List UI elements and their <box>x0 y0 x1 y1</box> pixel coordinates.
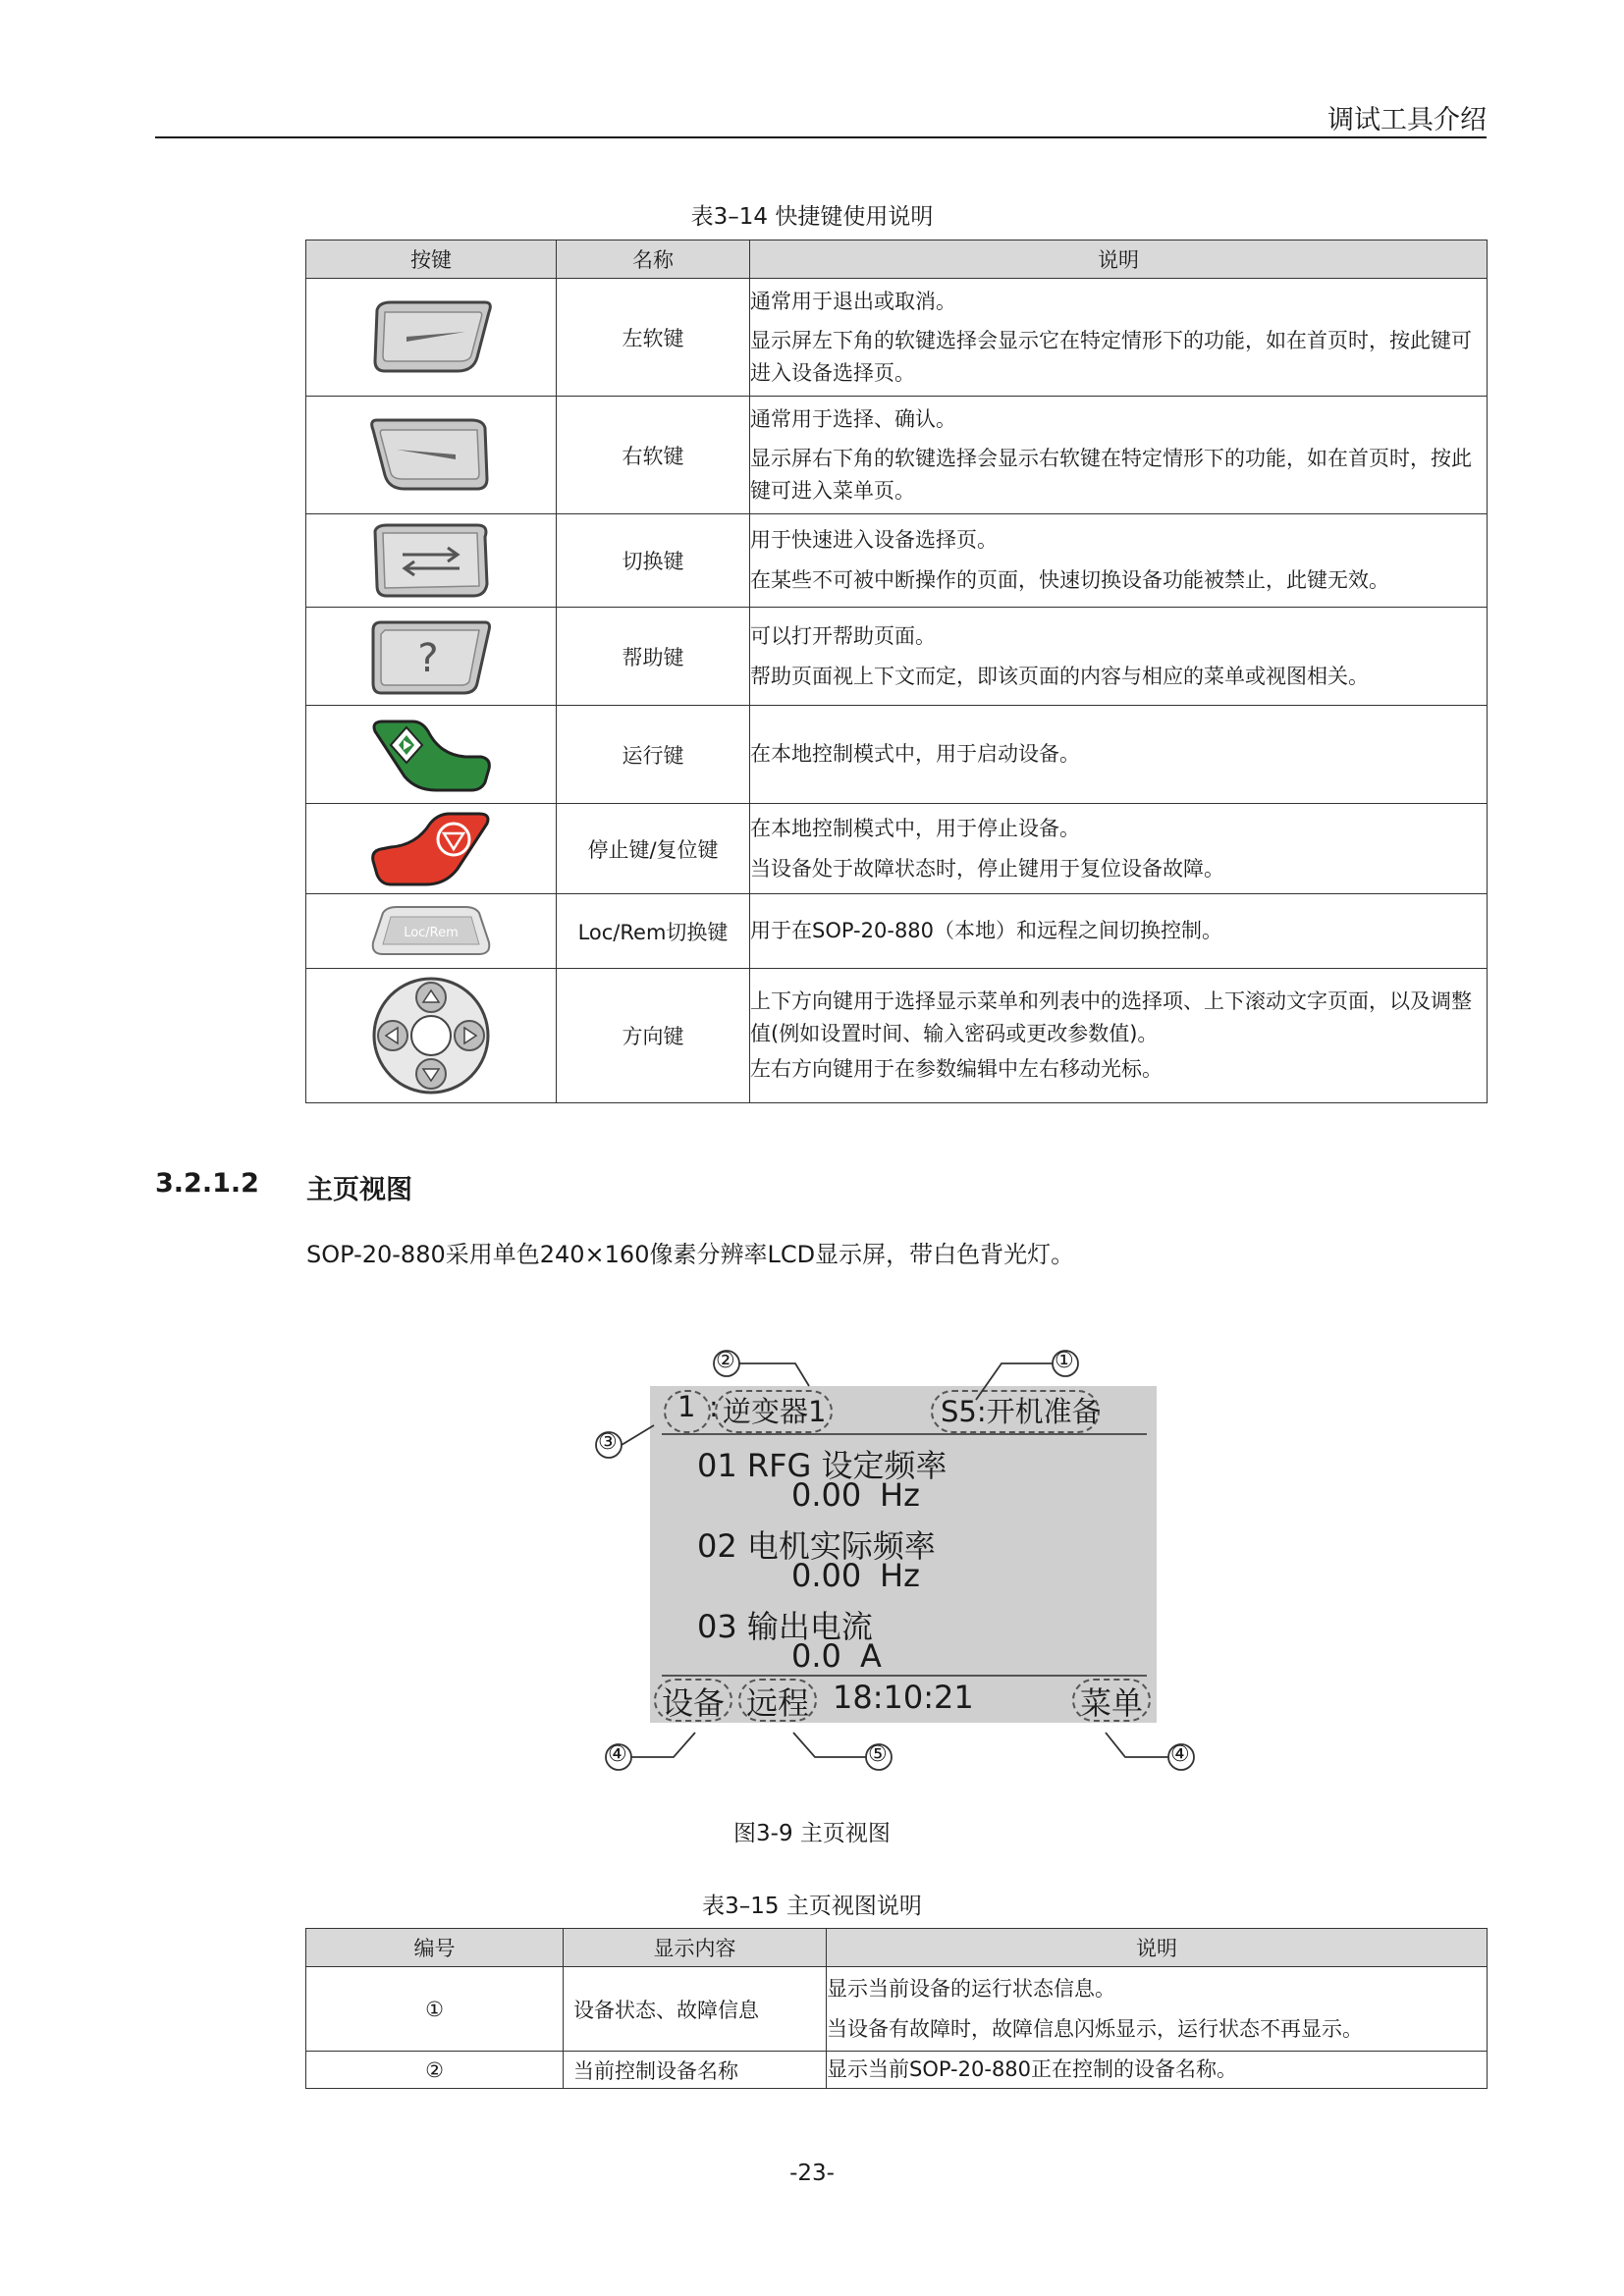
row-content: 设备状态、故障信息 <box>564 1967 827 2052</box>
desc-line: 通常用于选择、确认。 <box>750 406 956 431</box>
table-header-row <box>306 1929 1488 1967</box>
loc-rem-icon-label: Loc/Rem <box>404 925 459 940</box>
desc-line: 上下方向键用于选择显示菜单和列表中的选择项、上下滚动文字页面，以及调整值(例如设置时间、输入密码或更改参数值)。 <box>750 989 1472 1045</box>
callout-label: ② <box>716 1349 735 1373</box>
desc-line: 在某些不可被中断操作的页面，快速切换设备功能被禁止，此键无效。 <box>750 568 1389 592</box>
param-value: 0.0 <box>791 1637 841 1675</box>
key-name: 帮助键 <box>557 608 750 706</box>
device-separator: : <box>709 1390 719 1423</box>
device-index: 1 <box>677 1390 696 1423</box>
switch-key-icon <box>367 521 495 600</box>
stop-reset-key-icon <box>367 810 495 888</box>
page-number: -23- <box>789 2161 835 2186</box>
header-num: 编号 <box>306 1929 564 1967</box>
home-view-table <box>305 1928 1488 2089</box>
callout-leader <box>622 1425 654 1445</box>
softkey-right-label: 菜单 <box>1080 1684 1144 1722</box>
table-row <box>306 804 1488 894</box>
callout-label: ③ <box>598 1430 618 1455</box>
param-unit: Hz <box>880 1557 920 1594</box>
softkey-left-label: 设备 <box>662 1684 726 1722</box>
loc-rem-key-icon <box>367 903 495 960</box>
callout-leader <box>739 1363 809 1386</box>
callout-lines <box>579 1335 1208 1777</box>
callout-leader <box>793 1733 866 1757</box>
desc-line: 用于在SOP-20-880（本地）和远程之间切换控制。 <box>750 919 1223 943</box>
desc-line: 左右方向键用于在参数编辑中左右移动光标。 <box>750 1057 1163 1082</box>
key-name: 切换键 <box>557 514 750 608</box>
clock-time: 18:10:21 <box>833 1679 974 1716</box>
param-value: 0.00 <box>791 1476 862 1514</box>
desc-line: 显示屏左下角的软键选择会显示它在特定情形下的功能，如在首页时，按此键可进入设备选择页。 <box>750 329 1472 385</box>
control-mode: 远程 <box>746 1684 810 1722</box>
desc-line: 通常用于退出或取消。 <box>750 289 956 313</box>
table-row <box>306 969 1488 1103</box>
run-key-icon <box>367 716 495 794</box>
desc-line: 当设备有故障时，故障信息闪烁显示，运行状态不再显示。 <box>827 2016 1363 2041</box>
desc-line: 在本地控制模式中，用于停止设备。 <box>750 816 1080 840</box>
desc-line: 显示当前SOP-20-880正在控制的设备名称。 <box>827 2057 1238 2082</box>
table-row <box>306 397 1488 514</box>
header-key: 按键 <box>306 240 557 279</box>
key-name: 停止键/复位键 <box>557 804 750 894</box>
row-num: ② <box>306 2052 564 2089</box>
section-number: 3.2.1.2 <box>155 1168 259 1199</box>
desc-line: 用于快速进入设备选择页。 <box>750 528 998 553</box>
param-unit: Hz <box>880 1476 920 1514</box>
table-row <box>306 514 1488 608</box>
right-softkey-icon <box>367 416 495 495</box>
callout-leader <box>1106 1733 1168 1757</box>
param-unit: A <box>860 1637 882 1675</box>
callout-label: ① <box>1055 1349 1074 1373</box>
table1-caption: 表3–14 快捷键使用说明 <box>690 204 934 230</box>
desc-line: 在本地控制模式中，用于启动设备。 <box>750 742 1080 767</box>
param-value: 0.00 <box>791 1557 862 1594</box>
device-name: 逆变器1 <box>723 1395 827 1428</box>
desc-line: 帮助页面视上下文而定，即该页面的内容与相应的菜单或视图相关。 <box>750 664 1369 688</box>
callout-label: ⑤ <box>868 1742 888 1767</box>
table-row <box>306 279 1488 397</box>
header-desc: 说明 <box>827 1929 1488 1967</box>
table-row <box>306 706 1488 804</box>
param-label: 02 电机实际频率 <box>697 1527 936 1565</box>
key-name: 方向键 <box>557 969 750 1103</box>
svg-text:?: ? <box>417 635 439 681</box>
key-name: 右软键 <box>557 397 750 514</box>
desc-line: 显示屏右下角的软键选择会显示右软键在特定情形下的功能，如在首页时，按此键可进入菜单页。 <box>750 447 1472 503</box>
desc-line: 当设备处于故障状态时，停止键用于复位设备故障。 <box>750 856 1224 881</box>
header-rule <box>155 136 1487 138</box>
header-desc: 说明 <box>750 240 1488 279</box>
callout-leader <box>976 1363 1053 1400</box>
key-name: Loc/Rem切换键 <box>557 894 750 969</box>
direction-keys-icon <box>371 976 491 1095</box>
param-label: 03 输出电流 <box>697 1608 873 1645</box>
key-name: 左软键 <box>557 279 750 397</box>
table-row <box>306 894 1488 969</box>
section-title: 主页视图 <box>306 1175 412 1205</box>
section-body: SOP-20-880采用单色240×160像素分辨率LCD显示屏，带白色背光灯。 <box>306 1241 1075 1268</box>
table-row <box>306 608 1488 706</box>
key-name: 运行键 <box>557 706 750 804</box>
table-header-row <box>306 240 1488 279</box>
desc-line: 显示当前设备的运行状态信息。 <box>827 1976 1115 2001</box>
row-content: 当前控制设备名称 <box>564 2052 827 2089</box>
table-row <box>306 1967 1488 2052</box>
header-content: 显示内容 <box>564 1929 827 1967</box>
desc-line: 可以打开帮助页面。 <box>750 623 936 648</box>
param-label: 01 RFG 设定频率 <box>697 1447 947 1484</box>
header-name: 名称 <box>557 240 750 279</box>
left-softkey-icon <box>367 298 495 377</box>
figure-caption: 图3-9 主页视图 <box>733 1821 891 1846</box>
header-title: 调试工具介绍 <box>1327 105 1487 135</box>
row-num: ① <box>306 1967 564 2052</box>
table-row <box>306 2052 1488 2089</box>
callout-label: ④ <box>1170 1742 1190 1767</box>
callout-leader <box>631 1733 695 1757</box>
shortcut-key-table <box>305 240 1488 1103</box>
table2-caption: 表3–15 主页视图说明 <box>702 1894 922 1919</box>
help-key-icon <box>367 614 495 699</box>
callout-label: ④ <box>608 1742 627 1767</box>
device-status: S5:开机准备 <box>941 1395 1101 1428</box>
